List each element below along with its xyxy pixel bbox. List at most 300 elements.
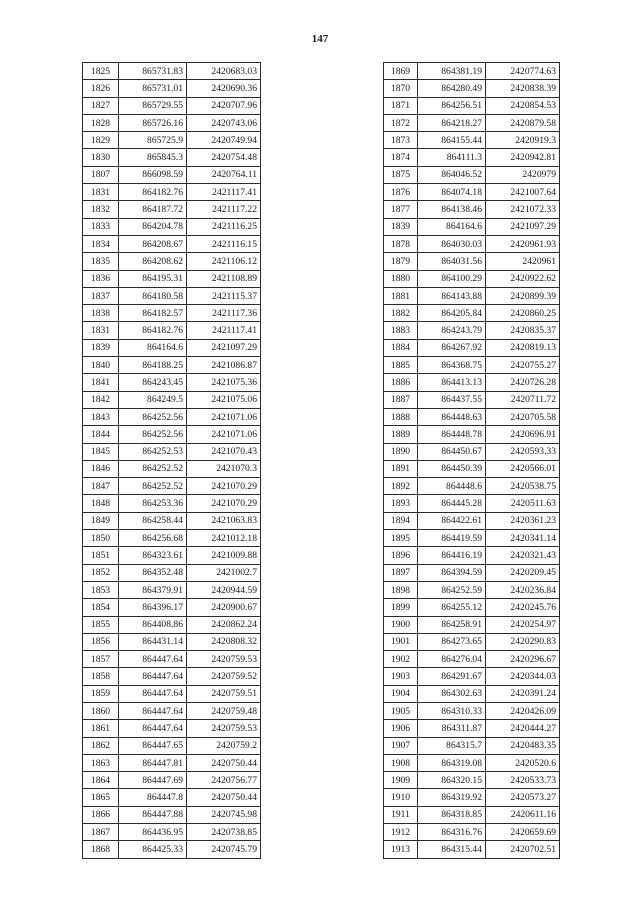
- point-number-cell: 1883: [384, 322, 418, 339]
- x-coordinate-cell: 864448.63: [418, 408, 486, 425]
- point-number-cell: 1865: [83, 789, 119, 806]
- x-coordinate-cell: 864252.52: [119, 460, 187, 477]
- point-number-cell: 1912: [384, 824, 418, 841]
- y-coordinate-cell: 2420961: [486, 253, 560, 270]
- y-coordinate-cell: 2421097.29: [486, 218, 560, 235]
- x-coordinate-cell: 864243.45: [119, 374, 187, 391]
- y-coordinate-cell: 2420444.27: [486, 720, 560, 737]
- y-coordinate-cell: 2420533.73: [486, 772, 560, 789]
- point-number-cell: 1864: [83, 772, 119, 789]
- table-row: [384, 772, 560, 789]
- table-row: [384, 218, 560, 235]
- table-row: [83, 391, 261, 408]
- point-number-cell: 1872: [384, 114, 418, 131]
- point-number-cell: 1829: [83, 132, 119, 149]
- x-coordinate-cell: 864180.58: [119, 287, 187, 304]
- x-coordinate-cell: 864447.65: [119, 737, 187, 754]
- y-coordinate-cell: 2421070.29: [187, 478, 261, 495]
- x-coordinate-cell: 864256.51: [418, 97, 486, 114]
- x-coordinate-cell: 864111.3: [418, 149, 486, 166]
- table-row: [384, 97, 560, 114]
- y-coordinate-cell: 2420750.44: [187, 754, 261, 771]
- x-coordinate-cell: 864450.67: [418, 443, 486, 460]
- table-row: [83, 114, 261, 131]
- y-coordinate-cell: 2420745.79: [187, 841, 261, 858]
- x-coordinate-cell: 864436.95: [119, 824, 187, 841]
- x-coordinate-cell: 865726.16: [119, 114, 187, 131]
- point-number-cell: 1893: [384, 495, 418, 512]
- point-number-cell: 1856: [83, 633, 119, 650]
- table-row: [83, 218, 261, 235]
- y-coordinate-cell: 2421117.36: [187, 305, 261, 322]
- x-coordinate-cell: 864396.17: [119, 599, 187, 616]
- x-coordinate-cell: 864252.53: [119, 443, 187, 460]
- y-coordinate-cell: 2420391.24: [486, 685, 560, 702]
- point-number-cell: 1860: [83, 702, 119, 719]
- point-number-cell: 1868: [83, 841, 119, 858]
- y-coordinate-cell: 2421070.3: [187, 460, 261, 477]
- point-number-cell: 1858: [83, 668, 119, 685]
- y-coordinate-cell: 2420754.48: [187, 149, 261, 166]
- x-coordinate-cell: 864381.19: [418, 63, 486, 80]
- point-number-cell: 1900: [384, 616, 418, 633]
- coordinates-table-right: [383, 62, 560, 859]
- y-coordinate-cell: 2420566.01: [486, 460, 560, 477]
- y-coordinate-cell: 2421116.25: [187, 218, 261, 235]
- table-row: [83, 235, 261, 252]
- table-row: [83, 720, 261, 737]
- y-coordinate-cell: 2420942.81: [486, 149, 560, 166]
- table-row: [384, 322, 560, 339]
- table-row: [384, 478, 560, 495]
- point-number-cell: 1904: [384, 685, 418, 702]
- point-number-cell: 1878: [384, 235, 418, 252]
- point-number-cell: 1905: [384, 702, 418, 719]
- y-coordinate-cell: 2420944.59: [187, 581, 261, 598]
- y-coordinate-cell: 2420835.37: [486, 322, 560, 339]
- table-row: [83, 357, 261, 374]
- y-coordinate-cell: 2420759.51: [187, 685, 261, 702]
- table-row: [384, 305, 560, 322]
- table-row: [83, 166, 261, 183]
- y-coordinate-cell: 2420707.96: [187, 97, 261, 114]
- coordinates-table-right-body: [384, 63, 560, 859]
- y-coordinate-cell: 2420879.58: [486, 114, 560, 131]
- table-row: [83, 495, 261, 512]
- point-number-cell: 1899: [384, 599, 418, 616]
- x-coordinate-cell: 864368.75: [418, 357, 486, 374]
- point-number-cell: 1842: [83, 391, 119, 408]
- y-coordinate-cell: 2420426.09: [486, 702, 560, 719]
- x-coordinate-cell: 864195.31: [119, 270, 187, 287]
- point-number-cell: 1911: [384, 806, 418, 823]
- point-number-cell: 1826: [83, 80, 119, 97]
- table-row: [384, 184, 560, 201]
- table-row: [384, 841, 560, 858]
- point-number-cell: 1875: [384, 166, 418, 183]
- table-row: [384, 132, 560, 149]
- point-number-cell: 1891: [384, 460, 418, 477]
- x-coordinate-cell: 864243.79: [418, 322, 486, 339]
- table-row: [83, 581, 261, 598]
- point-number-cell: 1833: [83, 218, 119, 235]
- table-row: [83, 132, 261, 149]
- point-number-cell: 1898: [384, 581, 418, 598]
- table-row: [384, 754, 560, 771]
- x-coordinate-cell: 864188.25: [119, 357, 187, 374]
- x-coordinate-cell: 864425.33: [119, 841, 187, 858]
- table-row: [384, 633, 560, 650]
- y-coordinate-cell: 2420659.69: [486, 824, 560, 841]
- point-number-cell: 1838: [83, 305, 119, 322]
- table-row: [83, 184, 261, 201]
- y-coordinate-cell: 2420749.94: [187, 132, 261, 149]
- table-row: [83, 478, 261, 495]
- table-row: [83, 824, 261, 841]
- table-row: [83, 305, 261, 322]
- point-number-cell: 1895: [384, 530, 418, 547]
- x-coordinate-cell: 864155.44: [418, 132, 486, 149]
- table-row: [83, 460, 261, 477]
- table-row: [83, 599, 261, 616]
- point-number-cell: 1849: [83, 512, 119, 529]
- point-number-cell: 1859: [83, 685, 119, 702]
- y-coordinate-cell: 2420538.75: [486, 478, 560, 495]
- x-coordinate-cell: 864422.61: [418, 512, 486, 529]
- x-coordinate-cell: 864253.36: [119, 495, 187, 512]
- table-row: [384, 789, 560, 806]
- x-coordinate-cell: 864182.76: [119, 184, 187, 201]
- x-coordinate-cell: 864291.67: [418, 668, 486, 685]
- point-number-cell: 1850: [83, 530, 119, 547]
- x-coordinate-cell: 864323.61: [119, 547, 187, 564]
- x-coordinate-cell: 865731.01: [119, 80, 187, 97]
- x-coordinate-cell: 865731.83: [119, 63, 187, 80]
- point-number-cell: 1836: [83, 270, 119, 287]
- table-row: [384, 737, 560, 754]
- point-number-cell: 1852: [83, 564, 119, 581]
- x-coordinate-cell: 864431.14: [119, 633, 187, 650]
- y-coordinate-cell: 2420899.39: [486, 287, 560, 304]
- y-coordinate-cell: 2421012.18: [187, 530, 261, 547]
- y-coordinate-cell: 2421071.06: [187, 426, 261, 443]
- table-row: [384, 63, 560, 80]
- y-coordinate-cell: 2420860.25: [486, 305, 560, 322]
- y-coordinate-cell: 2420254.97: [486, 616, 560, 633]
- table-row: [384, 547, 560, 564]
- table-row: [384, 651, 560, 668]
- point-number-cell: 1848: [83, 495, 119, 512]
- x-coordinate-cell: 864447.64: [119, 720, 187, 737]
- x-coordinate-cell: 864447.69: [119, 772, 187, 789]
- point-number-cell: 1839: [83, 339, 119, 356]
- point-number-cell: 1867: [83, 824, 119, 841]
- point-number-cell: 1862: [83, 737, 119, 754]
- table-row: [384, 287, 560, 304]
- x-coordinate-cell: 864447.64: [119, 668, 187, 685]
- table-row: [384, 460, 560, 477]
- x-coordinate-cell: 864030.03: [418, 235, 486, 252]
- point-number-cell: 1843: [83, 408, 119, 425]
- y-coordinate-cell: 2420209.45: [486, 564, 560, 581]
- point-number-cell: 1841: [83, 374, 119, 391]
- point-number-cell: 1840: [83, 357, 119, 374]
- y-coordinate-cell: 2420341.14: [486, 530, 560, 547]
- y-coordinate-cell: 2420764.11: [187, 166, 261, 183]
- table-row: [83, 374, 261, 391]
- point-number-cell: 1876: [384, 184, 418, 201]
- y-coordinate-cell: 2420774.63: [486, 63, 560, 80]
- y-coordinate-cell: 2421097.29: [187, 339, 261, 356]
- y-coordinate-cell: 2420696.91: [486, 426, 560, 443]
- point-number-cell: 1828: [83, 114, 119, 131]
- y-coordinate-cell: 2421071.06: [187, 408, 261, 425]
- y-coordinate-cell: 2420743.06: [187, 114, 261, 131]
- x-coordinate-cell: 864445.28: [418, 495, 486, 512]
- table-row: [83, 789, 261, 806]
- point-number-cell: 1892: [384, 478, 418, 495]
- point-number-cell: 1885: [384, 357, 418, 374]
- table-row: [384, 616, 560, 633]
- y-coordinate-cell: 2420756.77: [187, 772, 261, 789]
- table-row: [384, 391, 560, 408]
- point-number-cell: 1909: [384, 772, 418, 789]
- y-coordinate-cell: 2421063.83: [187, 512, 261, 529]
- table-row: [83, 806, 261, 823]
- table-row: [384, 720, 560, 737]
- page-number: 147: [311, 33, 329, 45]
- point-number-cell: 1831: [83, 184, 119, 201]
- x-coordinate-cell: 864447.64: [119, 651, 187, 668]
- y-coordinate-cell: 2420862.24: [187, 616, 261, 633]
- point-number-cell: 1874: [384, 149, 418, 166]
- table-row: [83, 754, 261, 771]
- x-coordinate-cell: 864310.33: [418, 702, 486, 719]
- y-coordinate-cell: 2420290.83: [486, 633, 560, 650]
- x-coordinate-cell: 864204.78: [119, 218, 187, 235]
- x-coordinate-cell: 864164.6: [418, 218, 486, 235]
- table-row: [384, 530, 560, 547]
- point-number-cell: 1837: [83, 287, 119, 304]
- y-coordinate-cell: 2420759.52: [187, 668, 261, 685]
- point-number-cell: 1889: [384, 426, 418, 443]
- point-number-cell: 1897: [384, 564, 418, 581]
- y-coordinate-cell: 2420919.3: [486, 132, 560, 149]
- x-coordinate-cell: 864267.92: [418, 339, 486, 356]
- x-coordinate-cell: 864276.04: [418, 651, 486, 668]
- table-row: [83, 668, 261, 685]
- table-row: [384, 599, 560, 616]
- x-coordinate-cell: 864319.08: [418, 754, 486, 771]
- point-number-cell: 1854: [83, 599, 119, 616]
- x-coordinate-cell: 864031.56: [418, 253, 486, 270]
- x-coordinate-cell: 864311.87: [418, 720, 486, 737]
- y-coordinate-cell: 2421075.36: [187, 374, 261, 391]
- x-coordinate-cell: 864447.81: [119, 754, 187, 771]
- y-coordinate-cell: 2420611.16: [486, 806, 560, 823]
- y-coordinate-cell: 2420854.53: [486, 97, 560, 114]
- y-coordinate-cell: 2420711.72: [486, 391, 560, 408]
- y-coordinate-cell: 2420808.32: [187, 633, 261, 650]
- x-coordinate-cell: 864302.63: [418, 685, 486, 702]
- point-number-cell: 1851: [83, 547, 119, 564]
- y-coordinate-cell: 2421115.37: [187, 287, 261, 304]
- x-coordinate-cell: 864182.57: [119, 305, 187, 322]
- x-coordinate-cell: 864205.84: [418, 305, 486, 322]
- point-number-cell: 1886: [384, 374, 418, 391]
- point-number-cell: 1827: [83, 97, 119, 114]
- table-row: [384, 443, 560, 460]
- table-row: [384, 581, 560, 598]
- y-coordinate-cell: 2420511.63: [486, 495, 560, 512]
- point-number-cell: 1896: [384, 547, 418, 564]
- y-coordinate-cell: 2421117.22: [187, 201, 261, 218]
- y-coordinate-cell: 2420979: [486, 166, 560, 183]
- table-row: [83, 63, 261, 80]
- x-coordinate-cell: 864138.46: [418, 201, 486, 218]
- y-coordinate-cell: 2421117.41: [187, 184, 261, 201]
- point-number-cell: 1902: [384, 651, 418, 668]
- point-number-cell: 1870: [384, 80, 418, 97]
- table-row: [384, 824, 560, 841]
- x-coordinate-cell: 864074.18: [418, 184, 486, 201]
- table-row: [384, 806, 560, 823]
- y-coordinate-cell: 2420483.35: [486, 737, 560, 754]
- table-row: [83, 408, 261, 425]
- x-coordinate-cell: 864315.7: [418, 737, 486, 754]
- table-row: [384, 114, 560, 131]
- table-row: [83, 443, 261, 460]
- x-coordinate-cell: 864249.5: [119, 391, 187, 408]
- point-number-cell: 1869: [384, 63, 418, 80]
- y-coordinate-cell: 2420361.23: [486, 512, 560, 529]
- x-coordinate-cell: 864208.62: [119, 253, 187, 270]
- point-number-cell: 1866: [83, 806, 119, 823]
- y-coordinate-cell: 2420690.36: [187, 80, 261, 97]
- x-coordinate-cell: 864100.29: [418, 270, 486, 287]
- point-number-cell: 1847: [83, 478, 119, 495]
- table-row: [384, 702, 560, 719]
- x-coordinate-cell: 864252.52: [119, 478, 187, 495]
- point-number-cell: 1863: [83, 754, 119, 771]
- table-row: [83, 97, 261, 114]
- table-row: [83, 702, 261, 719]
- x-coordinate-cell: 864316.76: [418, 824, 486, 841]
- y-coordinate-cell: 2421075.06: [187, 391, 261, 408]
- x-coordinate-cell: 864416.19: [418, 547, 486, 564]
- x-coordinate-cell: 864450.39: [418, 460, 486, 477]
- y-coordinate-cell: 2421007.64: [486, 184, 560, 201]
- table-row: [384, 339, 560, 356]
- table-row: [384, 685, 560, 702]
- table-row: [384, 564, 560, 581]
- table-row: [83, 633, 261, 650]
- table-row: [384, 668, 560, 685]
- point-number-cell: 1835: [83, 253, 119, 270]
- table-row: [83, 287, 261, 304]
- table-row: [83, 547, 261, 564]
- point-number-cell: 1908: [384, 754, 418, 771]
- point-number-cell: 1890: [384, 443, 418, 460]
- y-coordinate-cell: 2420745.98: [187, 806, 261, 823]
- y-coordinate-cell: 2421117.41: [187, 322, 261, 339]
- y-coordinate-cell: 2421106.12: [187, 253, 261, 270]
- table-row: [384, 201, 560, 218]
- x-coordinate-cell: 864252.59: [418, 581, 486, 598]
- y-coordinate-cell: 2420726.28: [486, 374, 560, 391]
- x-coordinate-cell: 864258.44: [119, 512, 187, 529]
- point-number-cell: 1834: [83, 235, 119, 252]
- x-coordinate-cell: 864252.56: [119, 426, 187, 443]
- y-coordinate-cell: 2421086.87: [187, 357, 261, 374]
- point-number-cell: 1877: [384, 201, 418, 218]
- point-number-cell: 1873: [384, 132, 418, 149]
- table-row: [83, 149, 261, 166]
- y-coordinate-cell: 2421116.15: [187, 235, 261, 252]
- coordinates-table-left: [82, 62, 261, 859]
- y-coordinate-cell: 2420922.62: [486, 270, 560, 287]
- y-coordinate-cell: 2420520.6: [486, 754, 560, 771]
- coordinates-table-left-body: [83, 63, 261, 859]
- point-number-cell: 1855: [83, 616, 119, 633]
- x-coordinate-cell: 864447.88: [119, 806, 187, 823]
- y-coordinate-cell: 2420573.27: [486, 789, 560, 806]
- x-coordinate-cell: 864218.27: [418, 114, 486, 131]
- y-coordinate-cell: 2420702.51: [486, 841, 560, 858]
- x-coordinate-cell: 865729.55: [119, 97, 187, 114]
- table-row: [384, 512, 560, 529]
- x-coordinate-cell: 864447.64: [119, 685, 187, 702]
- table-row: [83, 685, 261, 702]
- point-number-cell: 1839: [384, 218, 418, 235]
- table-row: [384, 166, 560, 183]
- x-coordinate-cell: 864394.59: [418, 564, 486, 581]
- point-number-cell: 1825: [83, 63, 119, 80]
- point-number-cell: 1879: [384, 253, 418, 270]
- table-row: [384, 235, 560, 252]
- x-coordinate-cell: 864256.68: [119, 530, 187, 547]
- table-row: [83, 737, 261, 754]
- y-coordinate-cell: 2420705.58: [486, 408, 560, 425]
- y-coordinate-cell: 2420759.53: [187, 720, 261, 737]
- x-coordinate-cell: 864046.52: [418, 166, 486, 183]
- x-coordinate-cell: 864252.56: [119, 408, 187, 425]
- point-number-cell: 1846: [83, 460, 119, 477]
- table-row: [83, 564, 261, 581]
- table-row: [83, 616, 261, 633]
- point-number-cell: 1853: [83, 581, 119, 598]
- x-coordinate-cell: 864419.59: [418, 530, 486, 547]
- y-coordinate-cell: 2420961.93: [486, 235, 560, 252]
- x-coordinate-cell: 864315.44: [418, 841, 486, 858]
- x-coordinate-cell: 864408.86: [119, 616, 187, 633]
- y-coordinate-cell: 2420245.76: [486, 599, 560, 616]
- table-row: [384, 374, 560, 391]
- y-coordinate-cell: 2420838.39: [486, 80, 560, 97]
- x-coordinate-cell: 865725.9: [119, 132, 187, 149]
- table-row: [83, 339, 261, 356]
- table-row: [83, 426, 261, 443]
- x-coordinate-cell: 864182.76: [119, 322, 187, 339]
- x-coordinate-cell: 864379.91: [119, 581, 187, 598]
- point-number-cell: 1907: [384, 737, 418, 754]
- y-coordinate-cell: 2420344.03: [486, 668, 560, 685]
- table-row: [83, 530, 261, 547]
- point-number-cell: 1831: [83, 322, 119, 339]
- point-number-cell: 1884: [384, 339, 418, 356]
- point-number-cell: 1888: [384, 408, 418, 425]
- table-row: [83, 651, 261, 668]
